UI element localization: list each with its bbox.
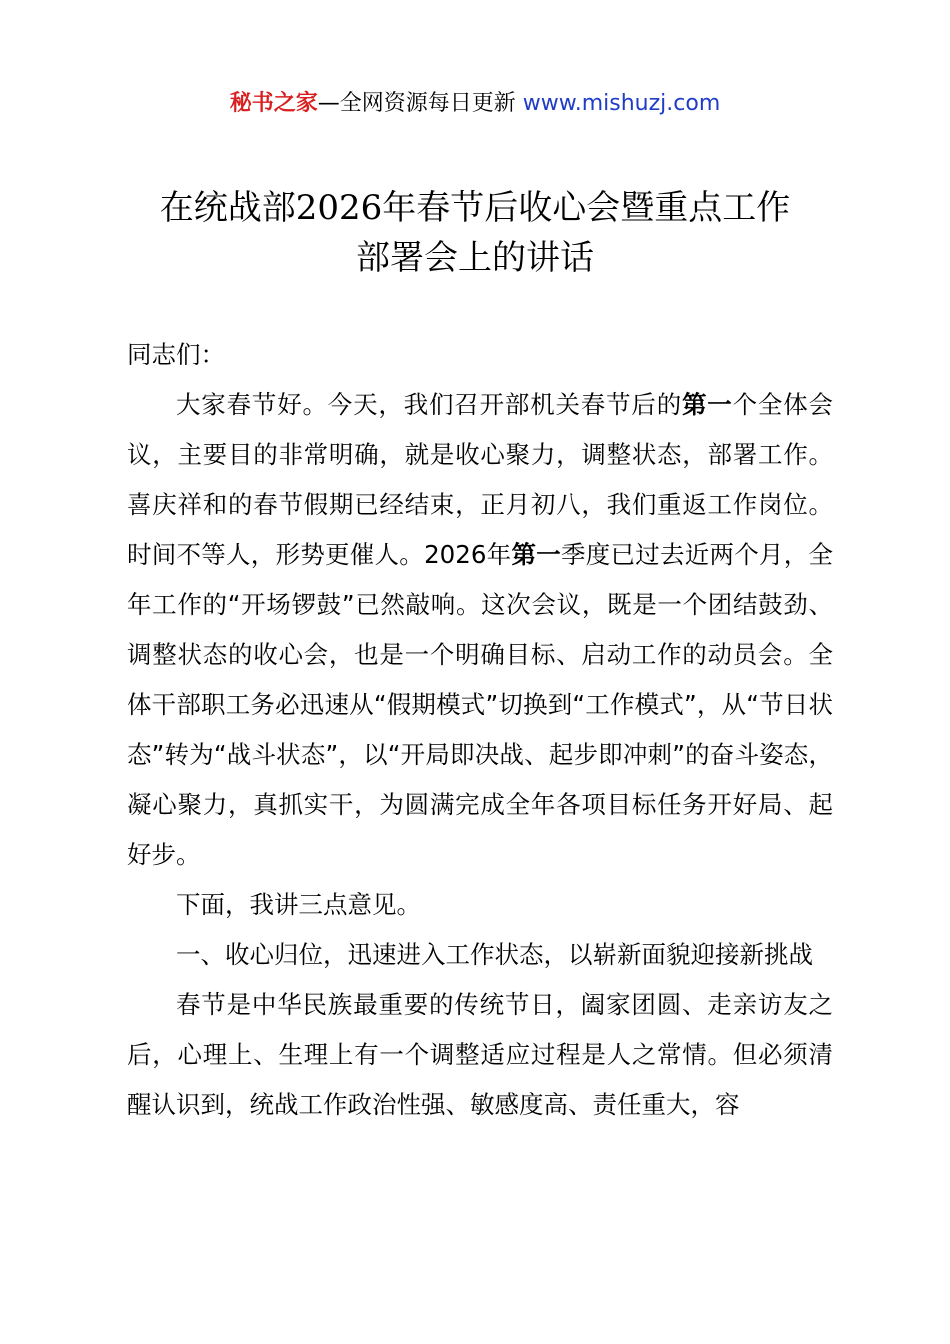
paragraph-opening [127, 380, 833, 880]
paragraph-section-1: 春节是中华民族最重要的传统节日，阖家团圆、走亲访友之后，心理上、生理上有一个调整适应过程是人之常情。但必须清醒认识到，统战工作政治性强、敏感度高、责任重大，容 [127, 990, 833, 1119]
section-heading-1: 一、收心归位，迅速进入工作状态，以崭新面貌迎接新挑战 [176, 940, 813, 969]
salutation: 同志们： [127, 340, 225, 369]
paragraph-intro-points: 下面，我讲三点意见。 [176, 890, 421, 919]
emphasis-first-2: 第一 [511, 540, 561, 569]
site-url-link[interactable]: www.mishuzj.com [522, 91, 721, 116]
title-line-2: 部署会上的讲话 [356, 238, 594, 278]
site-header [0, 88, 950, 120]
title-line-1: 在统战部2026年春节后收心会暨重点工作 [159, 188, 791, 228]
opening-text-e: 季度已过去近两个月，全年工作的“开场锣鼓”已然敲响。这次会议，既是一个团结鼓劲、调整状态的收心会，也是一个明确目标、启动工作的动员会。全体干部职工务必迅速从“假期模式”切换到“工作模式”，从“节日状态”转为“战斗状态”，以“开局即决战、起步即冲刺”的奋斗姿态，凝心聚力，真抓实干，为圆满完成全年各项目标任务开好局、起好步。 [127, 540, 834, 869]
speech-body [127, 330, 833, 1130]
page-title [100, 183, 850, 283]
header-tagline: —全网资源每日更新 [317, 91, 523, 116]
opening-text-a: 大家春节好。今天，我们召开部机关春节后的 [176, 390, 682, 419]
emphasis-first-1: 第一 [682, 390, 733, 419]
brand-name: 秘书之家 [229, 91, 318, 116]
opening-text-c: 个全体会议，主要目的非常明确，就是收心聚力，调整状态，部署工作。喜庆祥和的春节假期已经结束，正月初八，我们重返工作岗位。时间不等人，形势更催人。2026年 [127, 390, 834, 569]
